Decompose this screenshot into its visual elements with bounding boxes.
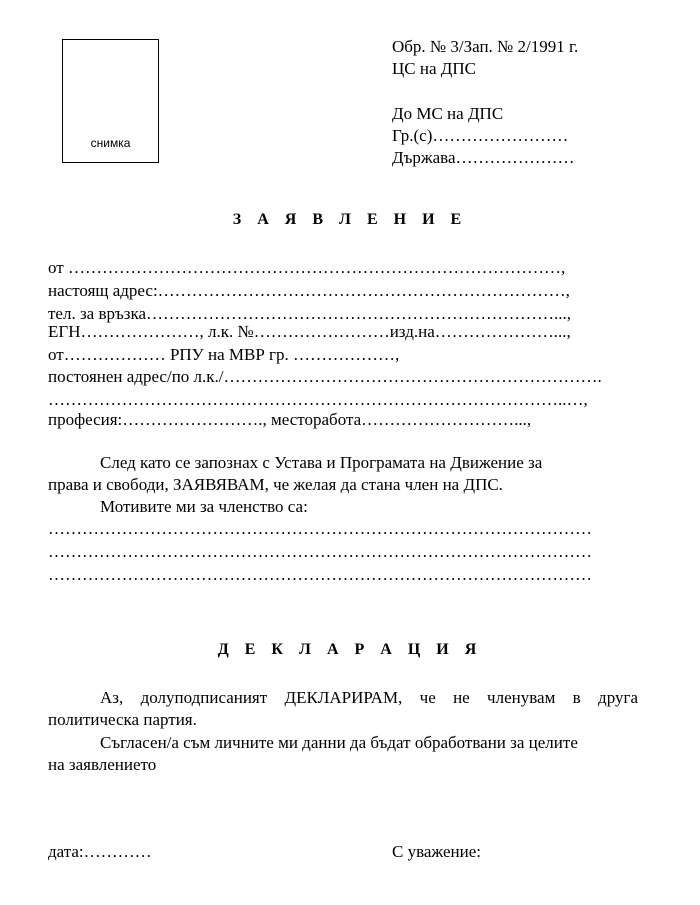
consent-line-2: на заявлението [48,755,157,774]
declaration-line-2: политическа партия. [48,710,197,729]
field-permanent-address: постоянен адрес/по л.к./…………………………………………………………. [48,367,602,386]
motive-line: …………………………………………………………………………………… [48,542,592,561]
field-current-address: настоящ адрес:………………………………………………………………, [48,281,570,300]
field-address-continued: ………………………………………………………………………………..…, [48,390,588,409]
city-field: Гр.(с)…………………… [392,126,569,145]
field-phone: тел. за връзка………………………………………………………………..., [48,304,572,323]
field-profession-workplace: професия:……………………., месторабота………………………..., [48,410,532,429]
statement-line-1: След като се запознах с Устава и Програмата на Движение за [100,453,543,472]
declaration-line-1: Аз, долуподписаният ДЕКЛАРИРАМ, че не членувам в друга [100,688,638,707]
photo-placeholder [62,39,159,163]
motives-label: Мотивите ми за членство са: [100,497,308,516]
application-title: З А Я В Л Е Н И Е [232,211,468,228]
field-issued-by: от……………… РПУ на МВР гр. ………………, [48,345,400,364]
photo-label: снимка [90,136,131,150]
consent-line-1: Съгласен/а съм личните ми данни да бъдат обработвани за целите [100,733,578,752]
addressee: До МС на ДПС [392,104,504,123]
declaration-title: Д Е К Л А Р А Ц И Я [217,641,483,658]
country-field: Държава………………… [392,148,575,167]
date-field: дата:………… [48,842,152,861]
field-from: от ……………………………………………………………………………, [48,258,566,277]
motive-line: …………………………………………………………………………………… [48,519,592,538]
statement-line-2: права и свободи, ЗАЯВЯВАМ, че желая да стана член на ДПС. [48,475,503,494]
field-egn-id: ЕГН…………………, л.к. №……………………изд.на…………………..., [48,322,571,341]
organization: ЦС на ДПС [392,59,476,78]
motive-line: …………………………………………………………………………………… [48,565,592,584]
regards-label: С уважение: [392,842,481,861]
form-reference: Обр. № 3/Зап. № 2/1991 г. [392,37,579,56]
